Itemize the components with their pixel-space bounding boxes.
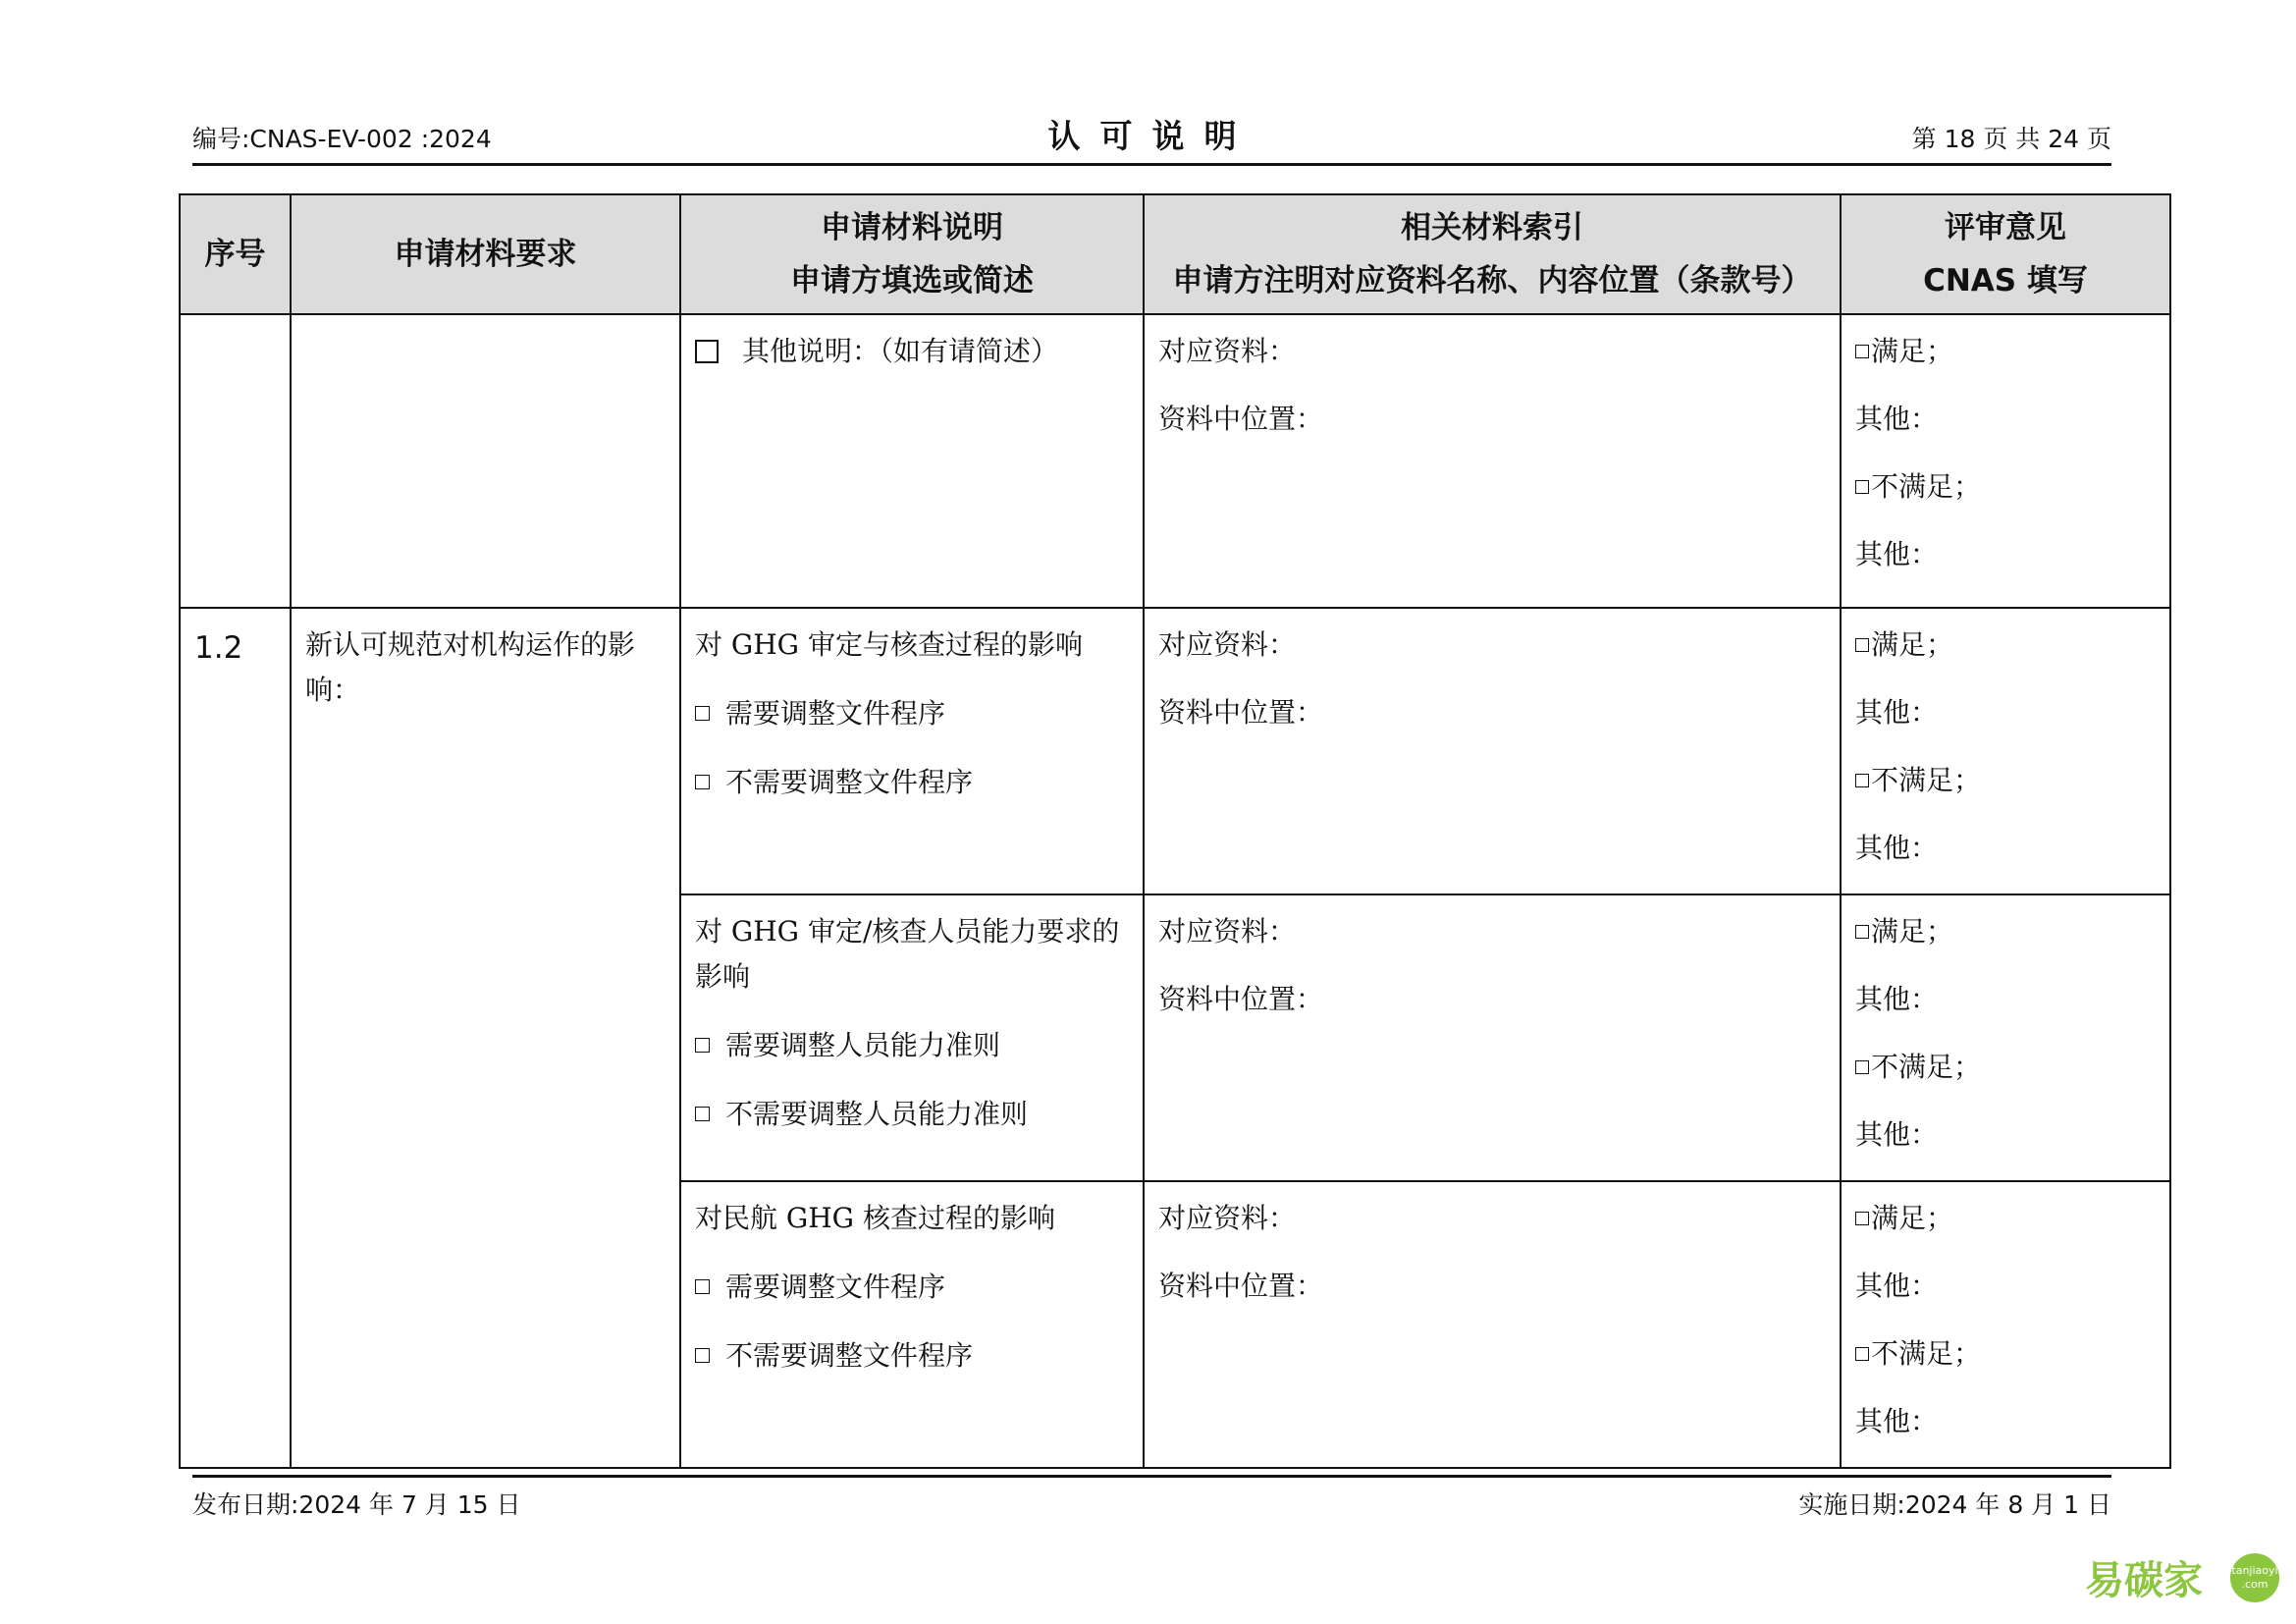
checkbox-satisfied[interactable]	[1855, 638, 1869, 652]
checkbox-other[interactable]	[695, 340, 719, 363]
checkbox-option[interactable]	[695, 1107, 710, 1121]
description-cell: 对 GHG 审定/核查人员能力要求的影响 需要调整人员能力准则 不需要调整人员能力准则	[680, 894, 1144, 1181]
seq-cell: 1.2	[180, 608, 291, 1468]
page-number: 第 18 页 共 24 页	[1911, 125, 2111, 153]
watermark-logo	[2085, 1549, 2281, 1606]
reference-cell	[1144, 314, 1841, 608]
checkbox-option[interactable]	[695, 1279, 710, 1294]
col-header-description: 申请材料说明 申请方填选或简述	[680, 194, 1144, 314]
effective-date: 实施日期:2024 年 8 月 1 日	[1798, 1490, 2111, 1519]
checkbox-satisfied[interactable]	[1855, 345, 1869, 358]
reference-cell: 对应资料： 资料中位置：	[1144, 608, 1841, 894]
review-table	[179, 193, 2171, 1469]
table-row	[180, 608, 2170, 894]
table-row	[180, 314, 2170, 608]
review-cell: 满足； 其他： 不满足； 其他：	[1841, 894, 2170, 1181]
position-label: 资料中位置：	[1158, 403, 1324, 435]
checkbox-option[interactable]	[695, 1348, 710, 1363]
reference-cell: 对应资料： 资料中位置：	[1144, 1181, 1841, 1468]
checkbox-unsatisfied[interactable]	[1855, 1347, 1869, 1361]
checkbox-unsatisfied[interactable]	[1855, 480, 1869, 494]
description-cell	[680, 314, 1144, 608]
review-cell: 满足； 其他： 不满足； 其他：	[1841, 314, 2170, 608]
page-header	[192, 116, 2111, 166]
checkbox-satisfied[interactable]	[1855, 925, 1869, 939]
watermark-brand: 易碳家	[2085, 1558, 2203, 1603]
checkbox-unsatisfied[interactable]	[1855, 1060, 1869, 1074]
document-title: 认可说明	[1047, 117, 1256, 155]
requirement-cell: 新认可规范对机构运作的影响：	[291, 608, 680, 1468]
table-header-row	[180, 194, 2170, 314]
checkbox-satisfied[interactable]	[1855, 1212, 1869, 1225]
checkbox-option[interactable]	[695, 1038, 710, 1053]
col-header-requirement: 申请材料要求	[291, 194, 680, 314]
description-cell: 对民航 GHG 核查过程的影响 需要调整文件程序 不需要调整文件程序	[680, 1181, 1144, 1468]
col-header-seq: 序号	[180, 194, 291, 314]
seq-cell	[180, 314, 291, 608]
page-footer	[192, 1475, 2111, 1519]
col-header-review: 评审意见 CNAS 填写	[1841, 194, 2170, 314]
col-header-reference: 相关材料索引 申请方注明对应资料名称、内容位置（条款号）	[1144, 194, 1841, 314]
description-cell: 对 GHG 审定与核查过程的影响 需要调整文件程序 不需要调整文件程序	[680, 608, 1144, 894]
checkbox-unsatisfied[interactable]	[1855, 774, 1869, 787]
checkbox-option[interactable]	[695, 706, 710, 721]
watermark-site: tanjiaoyi .com	[2230, 1553, 2279, 1602]
review-cell: 满足； 其他： 不满足； 其他：	[1841, 1181, 2170, 1468]
reference-cell: 对应资料： 资料中位置：	[1144, 894, 1841, 1181]
checkbox-option[interactable]	[695, 775, 710, 789]
document-code: 编号:CNAS-EV-002 :2024	[192, 125, 492, 153]
issue-date: 发布日期:2024 年 7 月 15 日	[192, 1490, 521, 1519]
option-label: 其他说明：（如有请简述）	[742, 335, 1059, 367]
review-cell: 满足； 其他： 不满足； 其他：	[1841, 608, 2170, 894]
material-label: 对应资料：	[1158, 335, 1297, 367]
requirement-cell	[291, 314, 680, 608]
